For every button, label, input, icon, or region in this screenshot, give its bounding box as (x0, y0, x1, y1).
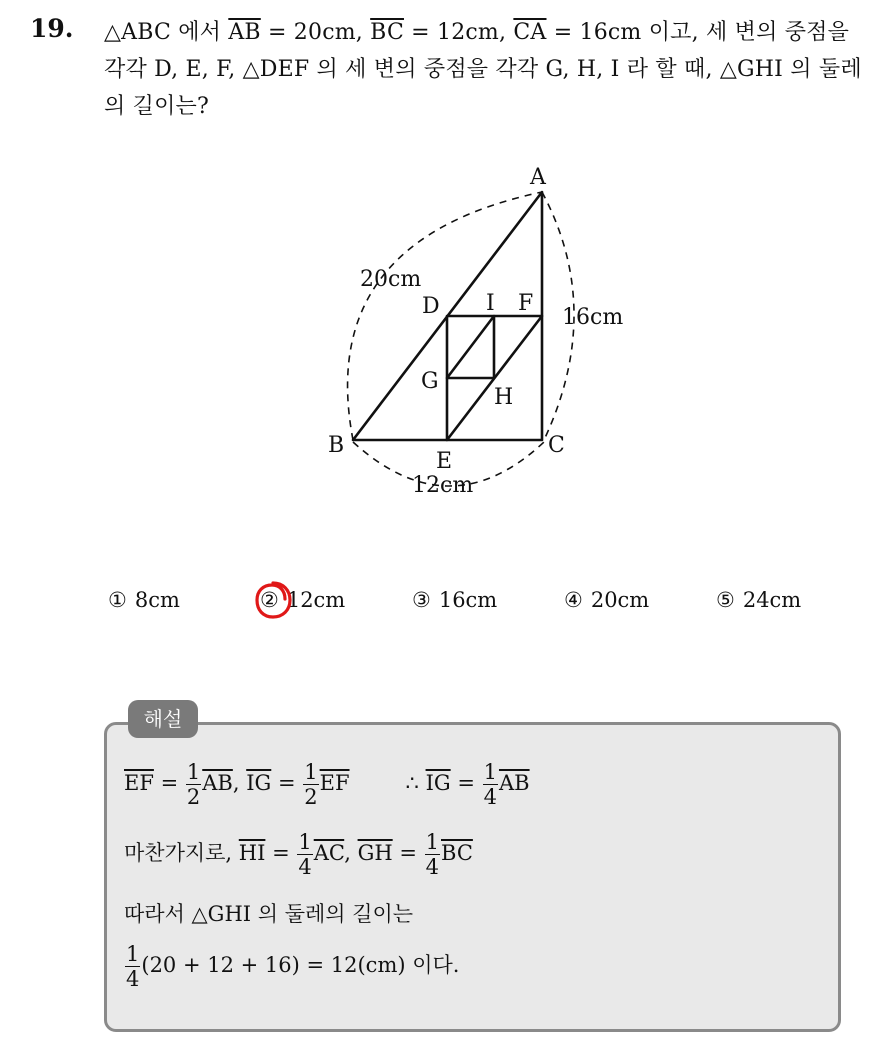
length-ab: 20cm (360, 267, 422, 292)
solution-tab: 해설 (128, 700, 198, 738)
label-b: B (328, 433, 345, 458)
choice-1[interactable]: ① 8cm (108, 588, 180, 612)
label-f: F (518, 291, 534, 316)
triangle-figure (300, 150, 660, 510)
segment-ca: $\overline{CA}$ (513, 20, 547, 45)
segment-ab: $\overline{AB}$ (228, 20, 261, 45)
solution-line-2: 마찬가지로, $\overline{HI}$ = $\frac{1}{4}$ $\overline{AC}$, $\overline{GH}$ = $\frac{1}{4}$ $\overline{BC}$ (124, 830, 473, 879)
selection-circle-icon (252, 579, 294, 621)
choice-4[interactable]: ④ 20cm (564, 588, 650, 612)
choice-5[interactable]: ⑤ 24cm (716, 588, 802, 612)
question-text: △ABC 에서 $\overline{AB} = 20cm$, $\overline{BC} = 12cm$, $\overline{CA} = 16cm$ 이고, 세 변의 중점을 각각 D, E, F, △DEF 의 세 변의 중점을 각각 G, H, I 라 할 때, △GHI 의 둘레의 길이는? (104, 20, 862, 119)
segment-bc: $\overline{BC}$ (370, 20, 404, 45)
label-d: D (422, 294, 440, 319)
solution-line-4: $\frac{1}{4}$ (20 + 12 + 16) = 12(cm) 이다. (126, 942, 460, 991)
answer-choices (108, 588, 848, 620)
choice-2[interactable]: ② 12cm (260, 588, 345, 612)
length-bc: 12cm (412, 473, 474, 498)
length-ca: 16cm (562, 305, 624, 330)
solution-line-1: $\overline{EF}$ = $\frac{1}{2}$ $\overline{AB}$, $\overline{IG}$ = $\frac{1}{2}$ $\overline{EF}$ ∴ $\overline{IG}$ = $\frac{1}{4}$ $\overline{AB}$ (124, 760, 530, 809)
label-g: G (421, 369, 439, 394)
choice-3[interactable]: ③ 16cm (412, 588, 498, 612)
solution-line-3: 따라서 △GHI 의 둘레의 길이는 (124, 902, 414, 926)
label-e: E (436, 449, 453, 474)
label-h: H (494, 385, 514, 410)
triangle-ghi (447, 316, 494, 378)
label-a: A (530, 165, 546, 190)
label-c: C (548, 433, 565, 458)
question-number: 19. (30, 14, 74, 43)
label-i: I (486, 291, 495, 316)
